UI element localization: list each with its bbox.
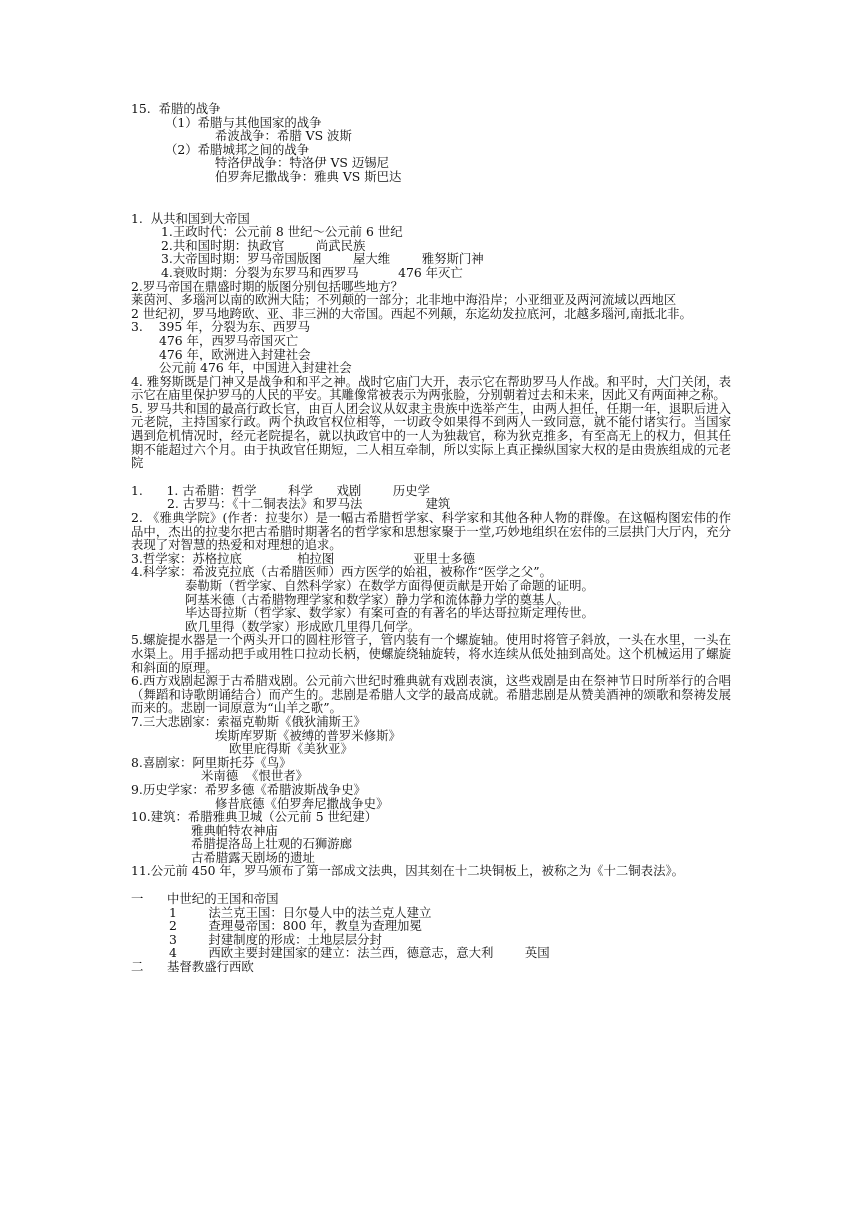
text-line: 3 封建制度的形成：土地层层分封 bbox=[169, 932, 382, 947]
text-line: 3. 395 年，分裂为东、西罗马 bbox=[131, 320, 311, 334]
paragraph: 4. 雅努斯既是门神又是战争和和平之神。战时它庙门大开，表示它在帮助罗马人作战。和平时，大门关闭，表示它在庙里保护罗马的人民的平安。其雕像常被表示为两张脸，分别朝着过去和未来，因此又有两面神之称。 bbox=[131, 373, 731, 403]
text-line: 欧里庇得斯《美狄亚》 bbox=[229, 742, 353, 756]
text-line: （1）希腊与其他国家的战争 bbox=[165, 115, 322, 130]
text-line: 1.王政时代：公元前 8 世纪～公元前 6 世纪 bbox=[161, 225, 403, 239]
text-line: 15. 希腊的战争 bbox=[131, 102, 221, 116]
paragraph: 5. 罗马共和国的最高行政长官，由百人团会议从奴隶主贵族中选举产生，由两人担任，任期一年，退职后进入元老院，主持国家行政。两个执政官权位相等，一切政令如果得不到两人一致同意，就不能付诸实行。当国家遇到危机情况时，经元老院提名，就以执政官中的一人为独裁官，称为狄克推多，有至高无上的权力，但其任期不能超过六个月。由于执政官任期短，二人相互牵制，所以实际上真正操纵国家大权的是由贵族组成的元老院 bbox=[131, 400, 731, 471]
text-line: 特洛伊战争：特洛伊 VS 迈锡尼 bbox=[215, 156, 390, 170]
text-line: 9.历史学家：希罗多德《希腊波斯战争史》 bbox=[131, 782, 366, 797]
paragraph: 莱茵河、多瑙河以南的欧洲大陆；不列颠的一部分；北非地中海沿岸；小亚细亚及两河流域以西地区 bbox=[131, 292, 677, 308]
text-line: 公元前 476 年，中国进入封建社会 bbox=[159, 361, 352, 375]
paragraph: 6.西方戏剧起源于古希腊戏剧。公元前六世纪时雅典就有戏剧表演，这些戏剧是由在祭神节日时所举行的合唱（舞蹈和诗歌朗诵结合）而产生的。悲剧是希腊人文学的最高成就。希腊悲剧是从赞美酒神的颂歌和祭祷发展而来的。悲剧一词原意为“山羊之歌”。 bbox=[131, 673, 731, 716]
paragraph: 11.公元前 450 年，罗马颁布了第一部成文法典，因其刻在十二块铜板上，被称之为《十二铜表法》。 bbox=[131, 863, 685, 879]
text-line: 泰勒斯（哲学家、自然科学家）在数学方面得便贡献是开始了命题的证明。 bbox=[185, 579, 594, 593]
text-line: 埃斯库罗斯《被缚的普罗米修斯》 bbox=[215, 728, 401, 743]
text-line: 希波战争：希腊 VS 波斯 bbox=[215, 129, 352, 143]
text-line: 欧几里得（数学家）形成欧几里得几何学。 bbox=[185, 619, 421, 634]
text-line: 476 年，西罗马帝国灭亡 bbox=[159, 333, 299, 348]
text-line: 阿基米德（古希腊物理学家和数学家）静力学和流体静力学的奠基人。 bbox=[185, 592, 570, 607]
text-line: 毕达哥拉斯（哲学家、数学家）有案可查的有著名的毕达哥拉斯定理传世。 bbox=[185, 606, 594, 620]
text-line: 1 法兰克王国：日尔曼人中的法兰克人建立 bbox=[169, 905, 432, 920]
text-line: 4.衰败时期：分裂为东罗马和西罗马 476 年灭亡 bbox=[161, 265, 463, 280]
text-line: 一 中世纪的王国和帝国 bbox=[131, 892, 279, 906]
text-line: 2.共和国时期：执政官 尚武民族 bbox=[161, 238, 366, 253]
text-line: 8.喜剧家：阿里斯托芬《鸟》 bbox=[131, 755, 292, 770]
text-line: 二 基督教盛行西欧 bbox=[131, 960, 254, 974]
text-line: 2 查理曼帝国：800 年，教皇为查理加冕 bbox=[169, 919, 422, 933]
section-gap bbox=[131, 184, 731, 198]
text-line: 2. 古罗马：《十二铜表法》和罗马法 建筑 bbox=[167, 497, 451, 512]
text-line: 3.大帝国时期：罗马帝国版图 屋大维 雅努斯门神 bbox=[161, 252, 484, 266]
section-gap bbox=[131, 198, 731, 212]
section-greek-culture bbox=[131, 484, 731, 878]
text-line: 伯罗奔尼撒战争：雅典 VS 斯巴达 bbox=[215, 169, 402, 184]
text-line: 1. 从共和国到大帝国 bbox=[131, 211, 250, 226]
section-gap bbox=[131, 470, 731, 484]
text-line: 3.哲学家：苏格拉底 柏拉图 亚里士多德 bbox=[131, 551, 475, 566]
text-line: （2）希腊城邦之间的战争 bbox=[165, 142, 310, 157]
section-greek-wars bbox=[131, 102, 731, 184]
section-rome bbox=[131, 212, 731, 470]
section-medieval bbox=[131, 892, 731, 974]
text-line: 7.三大悲剧家：索福克勒斯《俄狄浦斯王》 bbox=[131, 714, 366, 729]
text-line: 米南德 《恨世者》 bbox=[201, 769, 309, 783]
section-gap bbox=[131, 878, 731, 892]
text-line: 4 西欧主要封建国家的建立：法兰西，德意志，意大利 英国 bbox=[169, 946, 550, 961]
text-line: 修昔底德《伯罗奔尼撒战争史》 bbox=[215, 796, 389, 811]
paragraph: 2. 《雅典学院》(作者：拉斐尔）是一幅古希腊哲学家、科学家和其他各种人物的群像。在这幅构图宏伟的作品中，杰出的拉斐尔把古希腊时期著名的哲学家和思想家聚于一堂,巧妙地组织在宏伟的三层拱门大厅内，充分表现了对智慧的热爱和对理想的追求。 bbox=[131, 510, 731, 553]
paragraph: 5.螺旋提水器是一个两头开口的圆柱形管子，管内装有一个螺旋轴。使用时将管子斜放，一头在水里，一头在水渠上。用手摇动把手或用牲口拉动长柄，使螺旋绕轴旋转，将水连续从低处抽到高处。这个机械运用了螺旋和斜面的原理。 bbox=[131, 632, 731, 675]
document-page bbox=[131, 102, 731, 974]
text-line: 古希腊露天剧场的遗址 bbox=[191, 850, 315, 865]
text-line: 1. 1. 古希腊：哲学 科学 戏剧 历史学 bbox=[131, 483, 430, 498]
text-line: 476 年，欧洲进入封建社会 bbox=[159, 347, 311, 362]
text-line: 雅典帕特农神庙 bbox=[191, 823, 278, 838]
paragraph: 2 世纪初，罗马地跨欧、亚、非三洲的大帝国。西起不列颠，东迄幼发拉底河，北越多瑙河,南抵北非。 bbox=[131, 305, 692, 321]
text-line: 4.科学家：希波克拉底（古希腊医师）西方医学的始祖，被称作“医学之父”。 bbox=[131, 565, 552, 579]
text-line: 10.建筑：希腊雅典卫城（公元前 5 世纪建） bbox=[131, 810, 378, 824]
text-line: 希腊提洛岛上壮观的石狮游廊 bbox=[191, 837, 353, 851]
text-line: 2.罗马帝国在鼎盛时期的版图分别包括哪些地方？ bbox=[131, 279, 404, 294]
